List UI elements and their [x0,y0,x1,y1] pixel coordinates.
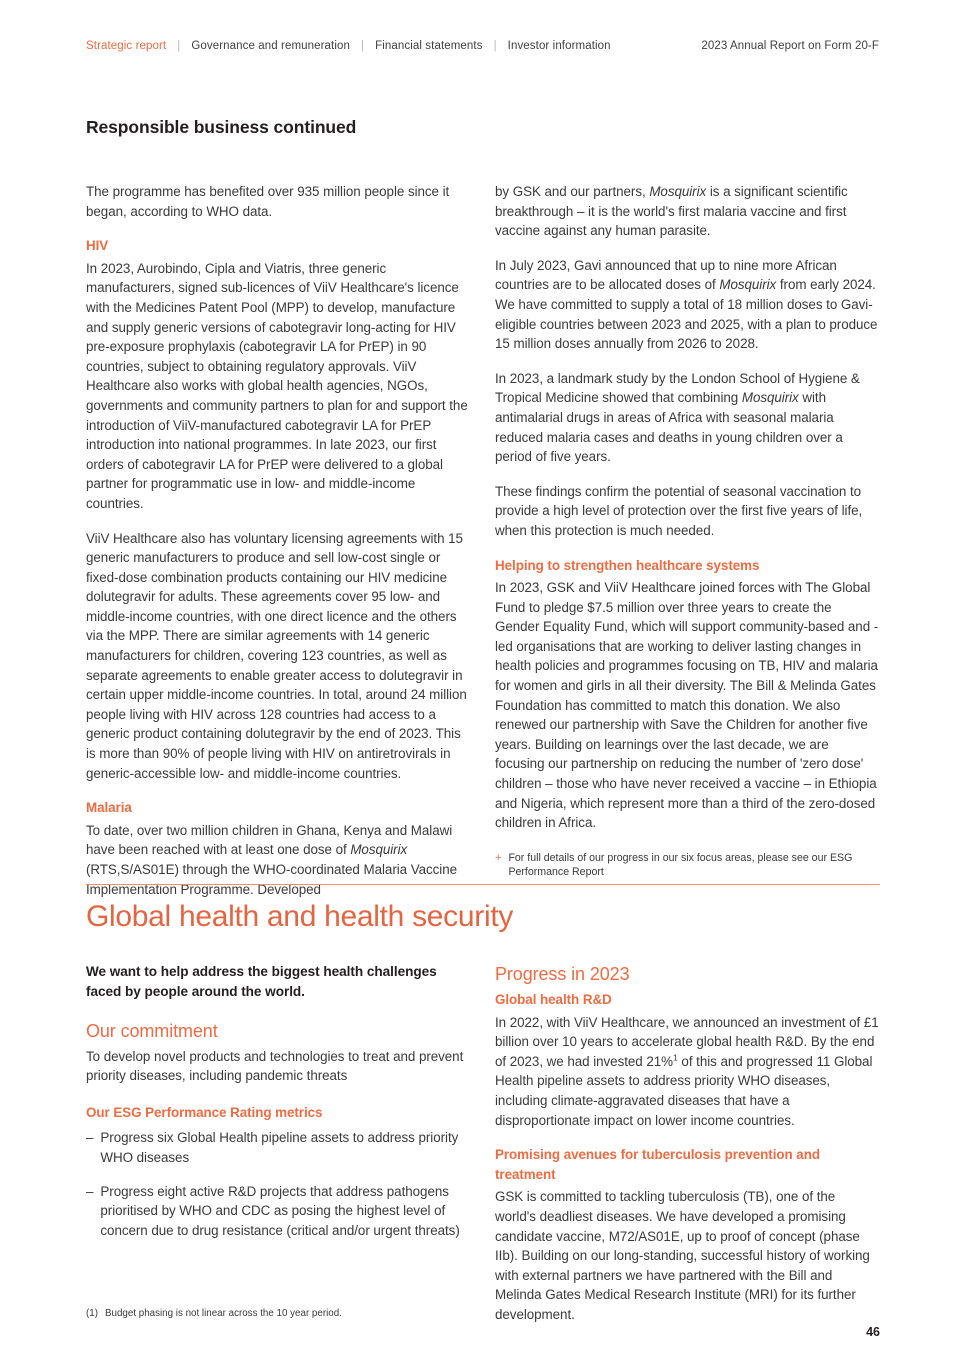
running-header [86,40,880,52]
intro-paragraph: The programme has benefited over 935 million people since it began, according to WHO data. [86,184,450,219]
malaria-text-part-1: To date, over two million children in Ghana, Kenya and Malawi have been reached with at least one dose of [86,822,453,858]
running-header-report-title: 2023 Annual Report on Form 20-F [701,40,879,52]
hiv-paragraph-1: In 2023, Aurobindo, Cipla and Viatris, three generic manufacturers, signed sub-licences of ViiV Healthcare's licence with the Medicines Patent Pool (MPP) to develop, manufacture and supply generic versions of cabotegravir long-acting for HIV pre-exposure prophylaxis (cabotegravir LA for PrEP) in 90 countries, subject to obtaining regulatory approvals. ViiV Healthcare also works with global health agencies, NGOs, governments and community partners to plan for and support the introduction of ViiV-manufactured cabotegravir LA for PrEP introduction into national programmes. In late 2023, our first orders of cabotegravir LA for PrEP were delivered to a global partner for programmatic use in low- and middle-income countries. [86,260,468,511]
tuberculosis-paragraph: GSK is committed to tackling tuberculosis (TB), one of the world's deadliest diseases. We have developed a promising candidate vaccine, M72/AS01E, up to proof of concept (phase IIb). Building on our long-standing, successful history of working with external partners we have partnered with the Bill and Melinda Gates Medical Research Institute (MRI) for its further development. [495,1189,870,1322]
hiv-paragraph-2: ViiV Healthcare also has voluntary licensing agreements with 15 generic manufacturers to produce and sell low-cost single or fixed-dose combination products containing our HIV medicine dolutegravir for adults. These agreements cover 95 low- and middle-income countries, with one direct licence and the others via the MPP. There are similar agreements with 14 generic manufacturers for children, covering 123 countries, as well as separate agreements to enable greater access to dolutegravir in certain upper middle-income countries. In total, around 24 million people living with HIV across 128 countries had access to a generic product containing dolutegravir by the end of 2023. This is more than 90% of people living with HIV on antiretrovirals in generic-accessible low- and middle-income countries. [86,530,467,781]
nav-investor-information[interactable]: Investor information [507,40,611,52]
gavi-paragraph [495,256,879,354]
two-column-body [86,182,880,899]
heading-our-commitment: Our commitment [86,1020,218,1041]
heading-hiv: HIV [86,238,109,254]
rnd-text-part-2: of this and progressed 11 Global Health pipeline assets to address priority WHO diseases, including climate-aggravated diseases that have a disproportionate impact on lower income countries. [495,1053,873,1128]
page-title: Responsible business continued [86,116,357,137]
global-health-section [86,884,880,1325]
gavi-part-2: from early 2024. We have committed to supply a total of 18 million doses to Gavi-eligible countries between 2023 and 2025, with a plan to produce 15 million doses annually from 2026 to 2028. [495,277,878,352]
cross-reference-link[interactable] [495,851,879,880]
malaria-cont-part-1: by GSK and our partners, [495,184,650,199]
nav-strategic-report[interactable]: Strategic report [86,40,167,52]
page-number: 46 [866,1325,880,1339]
plus-icon: + [495,851,502,864]
malaria-product-name: Mosquirix [350,842,408,858]
list-item-text: Progress six Global Health pipeline assets to address priority WHO diseases [100,1130,459,1165]
section-two-columns [86,962,880,1325]
list-item [86,1128,470,1167]
heading-tuberculosis: Promising avenues for tuberculosis prevention and treatment [495,1147,820,1182]
malaria-cont-part-2: is a significant scientific breakthrough – it is the world's first malaria vaccine and first vaccine against any human parasite. [495,184,848,239]
nav-financial-statements[interactable]: Financial statements [375,40,483,52]
footnote-number: (1) [86,1308,98,1319]
section-right-column [495,962,879,1325]
dash-bullet-icon: – [86,1130,94,1146]
heading-global-health-rnd: Global health R&D [495,992,612,1007]
commitment-text: To develop novel products and technologies to treat and prevent priority diseases, including pandemic threats [86,1048,464,1084]
findings-paragraph: These findings confirm the potential of seasonal vaccination to provide a high level of protection over the first five years of life, when this protection is much needed. [495,483,863,538]
study-part-1: In 2023, a landmark study by the London School of Hygiene & Tropical Medicine showed that combining [495,370,860,406]
heading-esg-metrics: Our ESG Performance Rating metrics [86,1104,323,1120]
healthcare-paragraph: In 2023, GSK and ViiV Healthcare joined forces with The Global Fund to pledge $7.5 million over three years to create the Gender Equality Fund, which will support community-based and -led organisations that are working to deliver lasting changes in health policies and programmes focusing on TB, HIV and malaria for women and girls in all their diversity. The Bill & Melinda Gates Foundation has committed to match this donation. We also renewed our partnership with Save the Children for another five years. Building on learnings over the last decade, we are focusing our partnership on reducing the number of 'zero dose' children – those who have never received a vaccine – in Ethiopia and Nigeria, which represent more than a third of the zero-dosed children in Africa. [495,580,879,831]
list-item-text: Progress eight active R&D projects that address pathogens prioritised by WHO and CDC as posing the highest level of concern due to drug resistance (critical and/or urgent threats) [100,1183,460,1238]
rnd-text-part-1: In 2022, with ViiV Healthcare, we announced an investment of £1 billion over 10 years to accelerate global health R&D. By the end of 2023, we had invested 21% [495,1014,879,1069]
footnote-marker: 1 [673,1052,678,1063]
study-part-2: with antimalarial drugs in areas of Africa with seasonal malaria reduced malaria cases and deaths in young children over a period of five years. [495,390,843,465]
left-column [86,182,470,899]
heading-healthcare-systems: Helping to strengthen healthcare systems [495,557,760,573]
gavi-product-name: Mosquirix [719,277,777,293]
rnd-paragraph [495,1013,879,1131]
esg-metrics-list [86,1128,470,1240]
nav-separator: | [361,40,365,52]
study-paragraph [495,369,879,467]
nav-separator: | [177,40,181,52]
dash-bullet-icon: – [86,1183,94,1199]
malaria-text-part-2: (RTS,S/AS01E) through the WHO-coordinated Malaria Vaccine Implementation Programme. Developed [86,862,458,897]
right-column [495,182,879,899]
footnote-text: Budget phasing is not linear across the 10 year period. [104,1308,342,1319]
nav-separator: | [493,40,497,52]
malaria-cont-product-name: Mosquirix [649,184,707,199]
running-header-nav [86,40,611,52]
section-left-column [86,962,470,1325]
section-lead-statement: We want to help address the biggest health challenges faced by people around the world. [86,964,437,999]
section-title: Global health and health security [86,900,514,933]
heading-malaria: Malaria [86,800,132,816]
malaria-continued-paragraph [495,182,879,241]
cross-reference-text: For full details of our progress in our six focus areas, please see our ESG Performance Report [508,851,853,879]
study-product-name: Mosquirix [741,390,799,406]
list-item [86,1182,470,1241]
nav-governance-and-remuneration[interactable]: Governance and remuneration [191,40,350,52]
section-divider [86,884,880,885]
page-footnote [86,1307,342,1320]
heading-progress-in-2023: Progress in 2023 [495,964,630,984]
gavi-part-1: In July 2023, Gavi announced that up to nine more African countries are to be allocated doses of [495,257,837,293]
